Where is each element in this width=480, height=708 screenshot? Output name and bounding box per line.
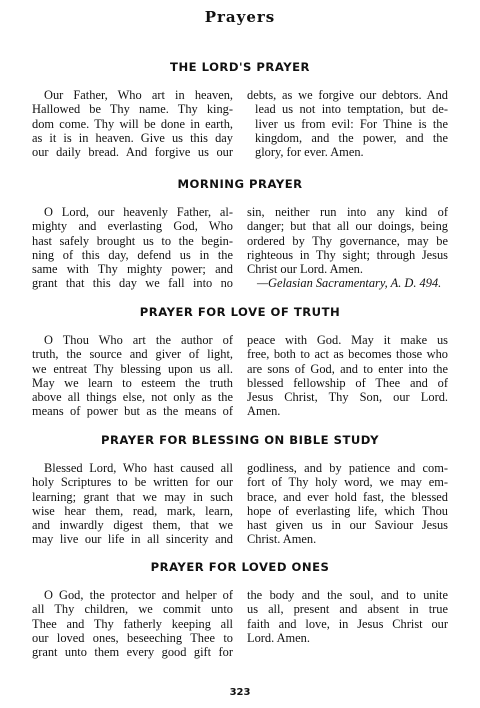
text-line: kingdom, and the power, and the (255, 130, 448, 145)
text-line: blessed fellowship of Thee and of (247, 375, 448, 390)
text-line: mighty and everlasting God, Who (32, 219, 233, 234)
text-line: as it is in heaven. Give us this day (32, 130, 233, 145)
text-line: O God, the protector and helper of (44, 588, 233, 602)
text-line: fort of Thy holy word, we may em- (247, 475, 448, 490)
text-line: means of power but as the means of (32, 404, 233, 419)
section-lords-prayer (0, 60, 480, 74)
text-line: righteous in Thy sight; through Jesus (247, 247, 448, 262)
section-loved-ones (0, 560, 480, 574)
text-line: godliness, and by patience and com- (247, 461, 448, 475)
section-loved-ones-body (32, 588, 448, 659)
right-column (247, 333, 448, 419)
text-line: Jesus Christ, Thy Son, our Lord. (247, 390, 448, 405)
text-line: Thee and Thy fatherly keeping all (32, 616, 233, 631)
text-line: the body and the soul, and to unite (247, 588, 448, 602)
text-line: peace with God. May it make us (247, 333, 448, 347)
section-morning-prayer (0, 177, 480, 191)
text-line: same with Thy mighty power; and (32, 262, 233, 277)
text-line: our daily bread. And forgive us our (32, 145, 233, 160)
section-heading: MORNING PRAYER (177, 177, 303, 191)
section-heading: PRAYER FOR LOVE OF TRUTH (139, 305, 341, 319)
text-line: Amen. (247, 404, 281, 419)
text-line: us all, present and absent in true (247, 602, 448, 617)
section-bible-study-body (32, 461, 448, 547)
text-line: brace, and ever hold fast, the blessed (247, 489, 448, 504)
section-love-of-truth-body (32, 333, 448, 419)
text-line: ordered by Thy governance, may be (247, 233, 448, 248)
text-line: liver us from evil: For Thine is the (255, 116, 448, 131)
left-column (32, 205, 233, 291)
text-line: danger; but that all our doings, being (247, 219, 448, 234)
text-line: dom come. Thy will be done in earth, (32, 116, 233, 131)
text-line: may live our life in all sincerity and (32, 532, 233, 547)
text-line: we entreat Thy blessing upon us all. (32, 361, 233, 376)
section-heading: PRAYER FOR BLESSING ON BIBLE STUDY (101, 433, 379, 447)
section-heading: THE LORD'S PRAYER (170, 60, 310, 74)
text-line: sin, neither run into any kind of (247, 205, 448, 219)
text-line: Hallowed be Thy name. Thy king- (32, 102, 233, 117)
right-column (247, 461, 448, 547)
text-line: O Thou Who art the author of (44, 333, 233, 347)
text-line: faith and love, in Jesus Christ our (247, 616, 448, 631)
text-line: debts, as we forgive our debtors. And (247, 88, 448, 102)
section-heading: PRAYER FOR LOVED ONES (150, 560, 330, 574)
text-line: hast given us in our Saviour Jesus (247, 518, 448, 533)
text-line: above all things else, not only as the (32, 390, 233, 405)
text-line: all Thy children, we commit unto (32, 602, 233, 617)
text-line: Christ. Amen. (247, 532, 317, 547)
attribution: —Gelasian Sacramentary, A. D. 494. (257, 276, 442, 291)
page-title: Prayers (204, 8, 276, 26)
text-line: hast safely brought us to the begin- (32, 233, 233, 248)
section-love-of-truth (0, 305, 480, 319)
text-line: grant unto them every good gift for (32, 645, 233, 660)
text-line: learning; grant that we may in such (32, 489, 233, 504)
section-lords-prayer-body (32, 88, 448, 159)
right-column (247, 205, 448, 291)
text-line: truth, the source and giver of light, (32, 347, 233, 362)
text-line: are sons of God, and to enter into the (247, 361, 448, 376)
left-column (32, 461, 233, 547)
section-morning-prayer-body (32, 205, 448, 291)
page-number: 323 (229, 687, 251, 698)
text-line: free, both to act as becomes those who (247, 347, 448, 362)
left-column (32, 333, 233, 419)
left-column (32, 88, 233, 159)
text-line: holy Scriptures to be written for our (32, 475, 233, 490)
text-line: hope of everlasting life, which Thou (247, 503, 448, 518)
text-line: our loved ones, beseeching Thee to (32, 630, 233, 645)
text-line: wise hear them, read, mark, learn, (32, 503, 233, 518)
text-line: Christ our Lord. Amen. (247, 262, 363, 277)
text-line: Blessed Lord, Who hast caused all (44, 461, 233, 475)
text-line: O Lord, our heavenly Father, al- (44, 205, 233, 219)
text-line: ning of this day, defend us in the (32, 247, 233, 262)
text-line: May we learn to esteem the truth (32, 375, 233, 390)
text-line: grant that this day we fall into no (32, 276, 233, 291)
right-column (247, 88, 448, 159)
text-line: glory, for ever. Amen. (255, 145, 364, 160)
text-line: Lord. Amen. (247, 630, 310, 645)
text-line: Our Father, Who art in heaven, (44, 88, 233, 102)
text-line: lead us not into temptation, but de- (255, 102, 448, 117)
right-column (247, 588, 448, 659)
section-bible-study (0, 433, 480, 447)
left-column (32, 588, 233, 659)
text-line: and inwardly digest them, that we (32, 518, 233, 533)
